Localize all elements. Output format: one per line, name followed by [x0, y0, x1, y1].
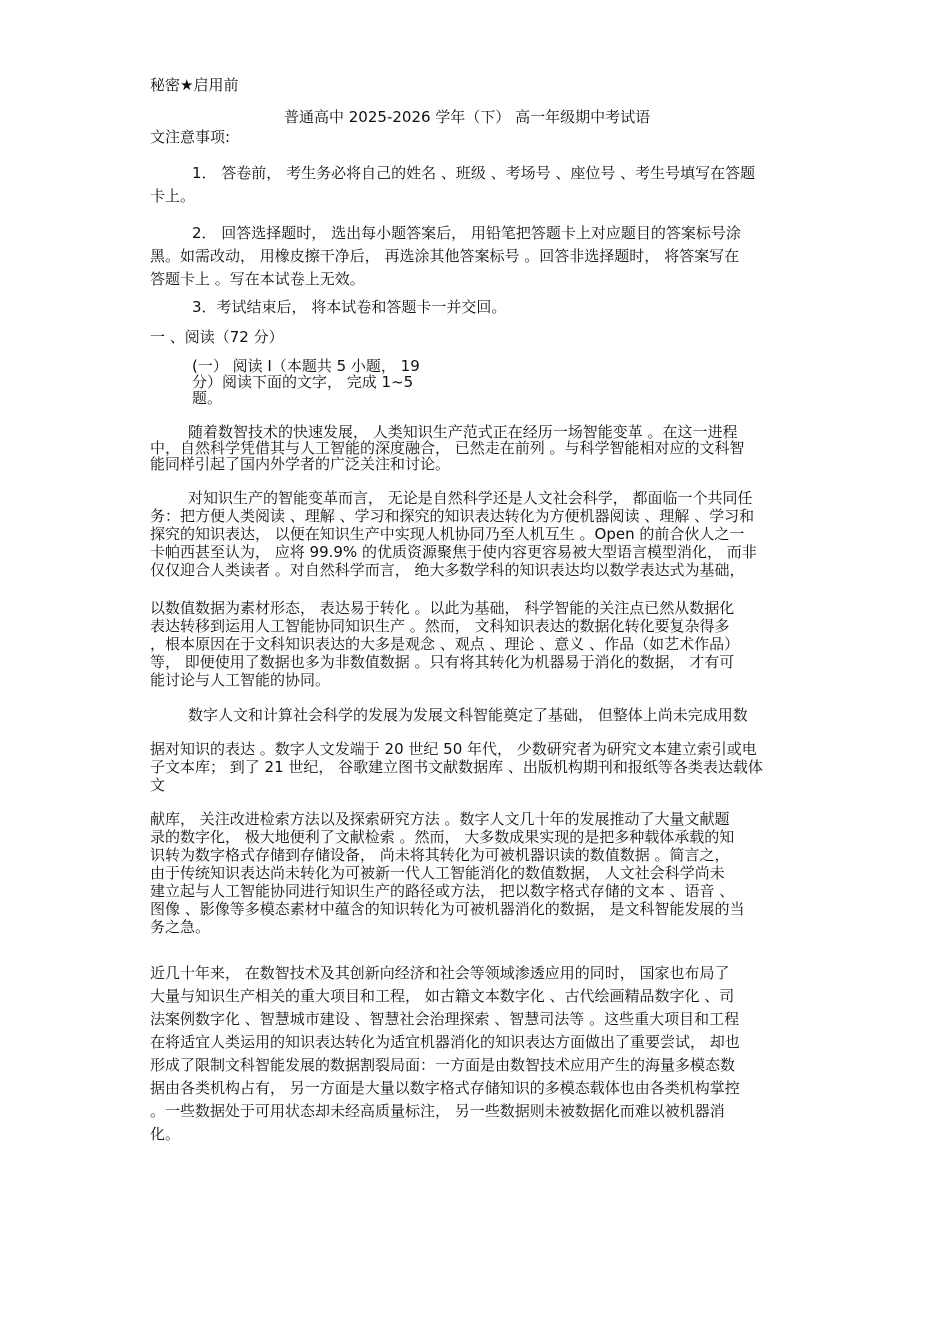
paragraph: 以数值数据为素材形态， 表达易于转化 。以此为基础， 科学智能的关注点已然从数据化 表达转移到运用人工智能协同知识生产 。然而， 文科知识表达的数据化转化要复杂得多 ，根本原因在于文科知识表达的大多是观念 、观点 、理论 、意义 、作品（如艺术作品） 等， 即便使用了数据也多为非数值数据 。只有将其转化为机器易于消化的数据， 才有可 能讨论与人工智能的协同。 [150, 599, 740, 689]
paragraph: 随着数智技术的快速发展， 人类知识生产范式正在经历一场智能变革 。在这一进程 中，自然科学凭借其与人工智能的深度融合， 已然走在前列 。与科学智能相对应的文科智 能同样引起了国内外学者的广泛关注和讨论。 [150, 423, 745, 473]
paragraph: 对知识生产的智能变革而言， 无论是自然科学还是人文社会科学， 都面临一个共同任 务：把方便人类阅读 、理解 、学习和探究的知识表达转化为方便机器阅读 、理解 、学习和 探究的知识表达， 以便在知识生产中实现人机协同乃至人机互生 。Open 的前合伙人之一 卡帕西甚至认为， 应将 99.9% 的优质资源聚焦于使内容更容易被大型语言模型消化， 而非 仅仅迎合人类读者 。对自然科学而言， 绝大多数学科的知识表达均以数学表达式为基础， [150, 489, 757, 579]
note-item: 3．考试结束后， 将本试卷和答题卡一并交回。 [192, 298, 507, 316]
note-item: 2． 回答选择题时， 选出每小题答案后， 用铅笔把答题卡上对应题目的答案标号涂 黑。如需改动， 用橡皮擦干净后， 再选涂其他答案标号 。回答非选择题时， 将答案写在 答题卡上 。写在本试卷上无效。 [150, 224, 741, 288]
note-item: 1． 答卷前， 考生务必将自己的姓名 、班级 、考场号 、座位号 、考生号填写在答题 卡上。 [150, 164, 756, 205]
subsection-heading: (一） 阅读 I（本题共 5 小题， 19 分）阅读下面的文字， 完成 1~5 题。 [192, 357, 420, 407]
paragraph: 近几十年来， 在数智技术及其创新向经济和社会等领域渗透应用的同时， 国家也布局了 大量与知识生产相关的重大项目和工程， 如古籍文本数字化 、古代绘画精品数字化 、司 法案例数字化 、智慧城市建设 、智慧社会治理探索 、智慧司法等 。这些重大项目和工程 在将适宜人类运用的知识表达转化为适宜机器消化的知识表达方面做出了重要尝试， 却也 形成了限制文科智能发展的数据割裂局面：一方面是由数智技术应用产生的海量多模态数 据由各类机构占有， 另一方面是大量以数字格式存储知识的多模态载体也由各类机构掌控 。一些数据处于可用状态却未经高质量标注， 另一些数据则未被数据化而难以被机器消 化。 [150, 964, 740, 1143]
secret-label: 秘密★启用前 [150, 76, 239, 94]
section-heading: 一 、阅读（72 分） [150, 328, 284, 346]
paragraph: 献库， 关注改进检索方法以及探索研究方法 。数字人文几十年的发展推动了大量文献题 录的数字化， 极大地便利了文献检索 。然而， 大多数成果实现的是把多种载体承载的知 识转为数字格式存储到存储设备， 尚未将其转化为可被机器识读的数值数据 。简言之， 由于传统知识表达尚未转化为可被新一代人工智能消化的数值数据， 人文社会科学尚未 建立起与人工智能协同进行知识生产的路径或方法， 把以数字格式存储的文本 、语音 、 图像 、影像等多模态素材中蕴含的知识转化为可被机器消化的数据， 是文科智能发展的当 务之急。 [150, 810, 745, 936]
paragraph: 数字人文和计算社会科学的发展为发展文科智能奠定了基础， 但整体上尚未完成用数 [188, 706, 748, 724]
paragraph: 据对知识的表达 。数字人文发端于 20 世纪 50 年代， 少数研究者为研究文本建立索引或电 子文本库； 到了 21 世纪， 谷歌建立图书文献数据库 、出版机构期刊和报纸等各类表达载体 文 [150, 740, 763, 794]
exam-title: 普通高中 2025-2026 学年（下） 高一年级期中考试语 [284, 108, 651, 126]
notice-heading: 文注意事项: [150, 128, 231, 146]
